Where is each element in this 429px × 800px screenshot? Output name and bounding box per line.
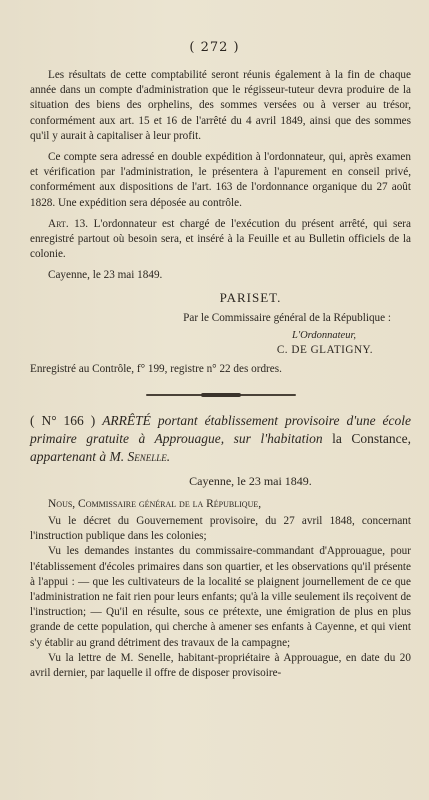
decree-owner-name: Senelle. <box>127 448 171 464</box>
body-text <box>30 68 411 681</box>
decree-title-end-a: la Constance, <box>322 430 411 446</box>
signature-name-2: C. DE GLATIGNY. <box>276 344 373 357</box>
vu-line-demandes: Vu les demandes instantes du commissaire-commandant d'Approuague, pour l'établissement d'écoles primaires dans son quartier, et les observations qu'il présente à l'appui : — que les cultivateurs de la localité se plaignent journellement de ce que l'administration ne fait rien pour leurs enfants; qu'à la ville seulement ils reçoivent de l'instruction; — Qu'il en résulte, sous ce prétexte, une émigration de plus en plus grande de cette population, qui cherche à amener ses enfants à Cayenne, et qui vient s'y établir au grand détriment des travaux de la campagne; <box>30 545 411 649</box>
paragraph-art13 <box>30 217 411 263</box>
art13-text: L'ordonnateur est chargé de l'exécution du présent arrêté, qui sera enregistré partout où besoin sera, et inséré à la Feuille et au Bulletin officiels de la colonie. <box>30 217 411 261</box>
section-divider <box>146 392 296 398</box>
signature-role: L'Ordonnateur, <box>292 330 356 342</box>
decree-title-end-b: appartenant à M. <box>30 448 128 464</box>
nous-line: Nous, Commissaire général de la République, <box>48 497 262 510</box>
decree-heading <box>30 412 411 466</box>
paragraph-results: Les résultats de cette comptabilité seront réunis également à la fin de chaque année dans un compte d'administration que le régisseur-tuteur devra produire de la situation des biens des orphelins, des sommes versées ou à verser au trésor, conformément aux art. 15 et 16 de l'arrêté du 4 avril 1849, ainsi que des sommes qu'il y aurait à capitaliser à leur profit. <box>30 69 411 142</box>
art13-label: Art. 13. <box>48 217 89 230</box>
date-line-2: Cayenne, le 23 mai 1849. <box>189 473 312 488</box>
date-line-1: Cayenne, le 23 mai 1849. <box>48 269 163 282</box>
signature-by: Par le Commissaire général de la République : <box>183 311 391 324</box>
vu-line-decree: Vu le décret du Gouvernement provisoire, du 27 avril 1848, concernant l'instruction publique dans les colonies; <box>30 515 411 543</box>
decree-number: ( N° 166 ) <box>30 412 96 428</box>
signature-name: PARISET. <box>219 289 282 305</box>
decree-title: ARRÊTÉ portant établissement provisoire d'une école primaire gratuite à Approuague, sur l'habitation <box>30 412 411 446</box>
vu-line-lettre: Vu la lettre de M. Senelle, habitant-propriétaire à Approuague, en date du 20 avril dernier, par laquelle il offre de disposer provisoire- <box>30 651 411 680</box>
page-number: ( 272 ) <box>189 40 240 55</box>
paragraph-compte: Ce compte sera adressé en double expédition à l'ordonnateur, qui, après examen et vérification par l'administration, le présentera à l'apurement en conseil privé, conformément aux dispositions de l'art. 163 de l'ordonnance organique du 27 août 1828. Une expédition sera déposée au contrôle. <box>30 151 411 209</box>
registration-line: Enregistré au Contrôle, f° 199, registre n° 22 des ordres. <box>30 363 282 376</box>
